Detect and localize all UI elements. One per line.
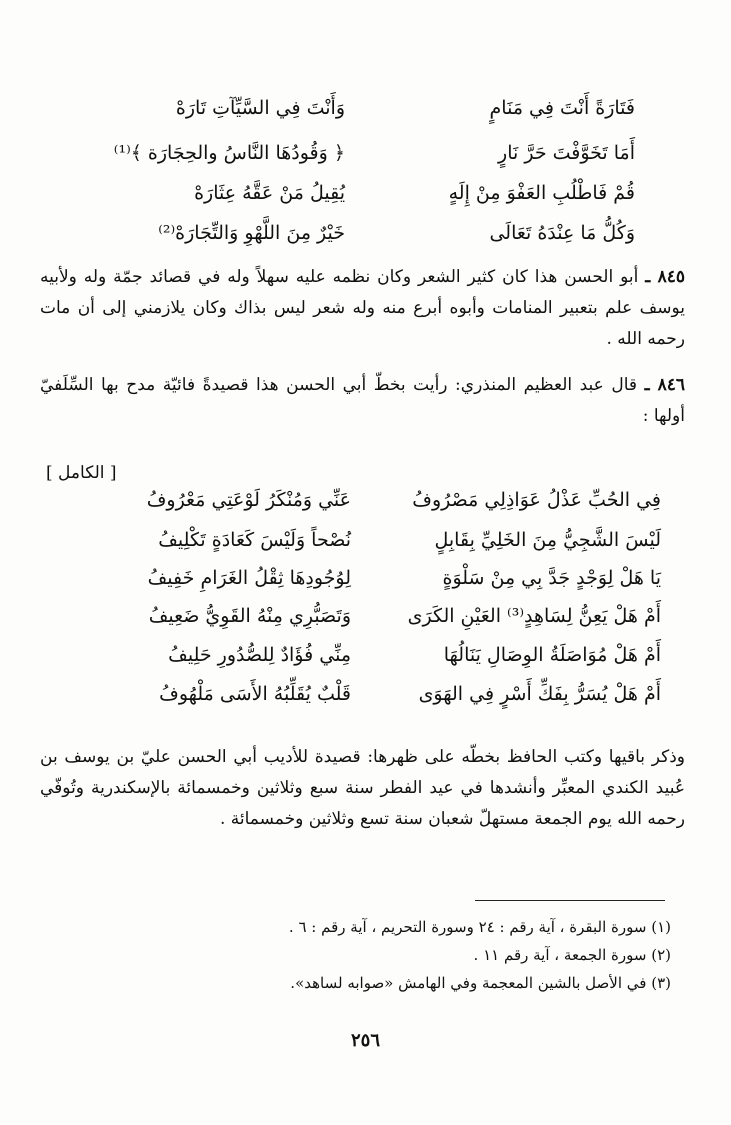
second-hemistich: وَتَصَبُّرِي مِنْهُ القَوِيُّ ضَعِيفُ [148,605,351,627]
first-hemistich: فِي الحُبِّ عَذْلُ عَوَاذِلِي مَصْرُوفُ [412,489,661,511]
poem-2-line [0,674,731,714]
entry-number: ٨٤٦ ـ [644,375,685,395]
poem-1-line [0,88,731,128]
second-hemistich: مِنِّي فُؤَادٌ لِلصُّدُورِ حَلِيفُ [168,644,351,666]
poem-1-line [0,173,731,213]
meter-label: [ الكامل ] [46,463,117,483]
closing-paragraph: وذكر باقيها وكتب الحافظ بخطّه على ظهرها: قصيدة للأديب أبي الحسن عليّ بن يوسف بن عُبيد الكندي المعبِّر وأنشدها في عيد الفطر سنة سبع وثلاثين وخمسمائة بالإسكندرية وتُوفّي رحمه الله يوم الجمعة مستهلّ شعبان سنة تسع وثلاثين وخمسمائة . [40,747,685,829]
page-number: ٢٥٦ [350,1030,380,1051]
entry-number: ٨٤٥ ـ [645,267,685,287]
footnote-divider [475,900,665,901]
second-hemistich: يُقِيلُ مَنْ عَقَّهُ عِثَارَهْ [194,182,345,204]
second-hemistich: عَنِّي وَمُنْكَرُ لَوْعَتِي مَعْرُوفُ [146,489,351,511]
second-hemistich: لِوُجُودِهَا ثِقْلُ الغَرَامِ خَفِيفُ [147,567,351,589]
poem-2-line [0,596,731,636]
poem-1-line [0,213,731,253]
entry-text: قال عبد العظيم المنذري: رأيت بخطّ أبي الحسن هذا قصيدةً فائيّة مدح بها السِّلَفيّ أولها : [40,375,685,426]
poem-2-line [0,480,731,520]
poem-2-line [0,520,731,560]
footnote: (٢) سورة الجمعة ، آية رقم ١١ . [473,946,671,964]
second-hemistich: خَيْرٌ مِنَ اللَّهْوِ وَالتِّجَارَهْ⁽²⁾ [158,222,345,244]
poem-2-line [0,635,731,675]
second-hemistich: نُصْحاً وَلَيْسَ كَعَادَةٍ تَكْلِيفُ [158,529,351,551]
footnote: (٣) في الأصل بالشين المعجمة وفي الهامش «صوابه لساهد». [290,974,671,992]
poem-1-line [0,133,731,173]
first-hemistich: قُمْ فَاطْلُبِ العَفْوَ مِنْ إِلَهٍ [448,182,635,204]
first-hemistich: يَا هَلْ لِوَجْدٍ جَدَّ بِي مِنْ سَلْوَةٍ [442,567,661,589]
entry-845 [40,262,685,355]
second-hemistich: وَأَنْتَ فِي السَّيِّآتِ تَارَهْ [175,97,345,119]
entry-text: أبو الحسن هذا كان كثير الشعر وكان نظمه عليه سهلاً وله في قصائد جمّة وله ولأبيه يوسف علم بتعبير المنامات وأبوه أبرع منه وله شعر ليس بذاك وكان يلازمني إلى أن مات رحمه الله . [40,267,685,349]
first-hemistich: وَكُلُّ مَا عِنْدَهُ تَعَالَى [489,222,635,244]
footnote: (١) سورة البقرة ، آية رقم : ٢٤ وسورة التحريم ، آية رقم : ٦ . [288,918,671,936]
first-hemistich: فَتَارَةً أَنْتَ فِي مَنَامٍ [489,97,635,119]
second-hemistich: ﴿ وَقُودُهَا النَّاسُ والحِجَارَة ﴾⁽¹⁾ [113,142,345,164]
first-hemistich: أَمْ هَلْ يَعِنُّ لِسَاهِدٍ⁽³⁾ العَيْنِ الكَرَى [407,605,661,627]
second-hemistich: قَلْبٌ يُقَلِّبُهُ الأَسَى مَلْهُوفُ [159,683,351,705]
first-hemistich: لَيْسَ الشَّجِيُّ مِنَ الخَلِيِّ بِقَابِلٍ [434,529,661,551]
poem-2-line [0,558,731,598]
first-hemistich: أَمَا تَخَوَّفْتَ حَرَّ نَارٍ [498,142,635,164]
first-hemistich: أَمْ هَلْ مُوَاصَلَةُ الوِصَالِ يَنَالُهَا [443,644,661,666]
entry-846 [40,370,685,432]
first-hemistich: أَمْ هَلْ يُسَرُّ بِفَكِّ أَسْرٍ فِي الهَوَى [418,683,661,705]
